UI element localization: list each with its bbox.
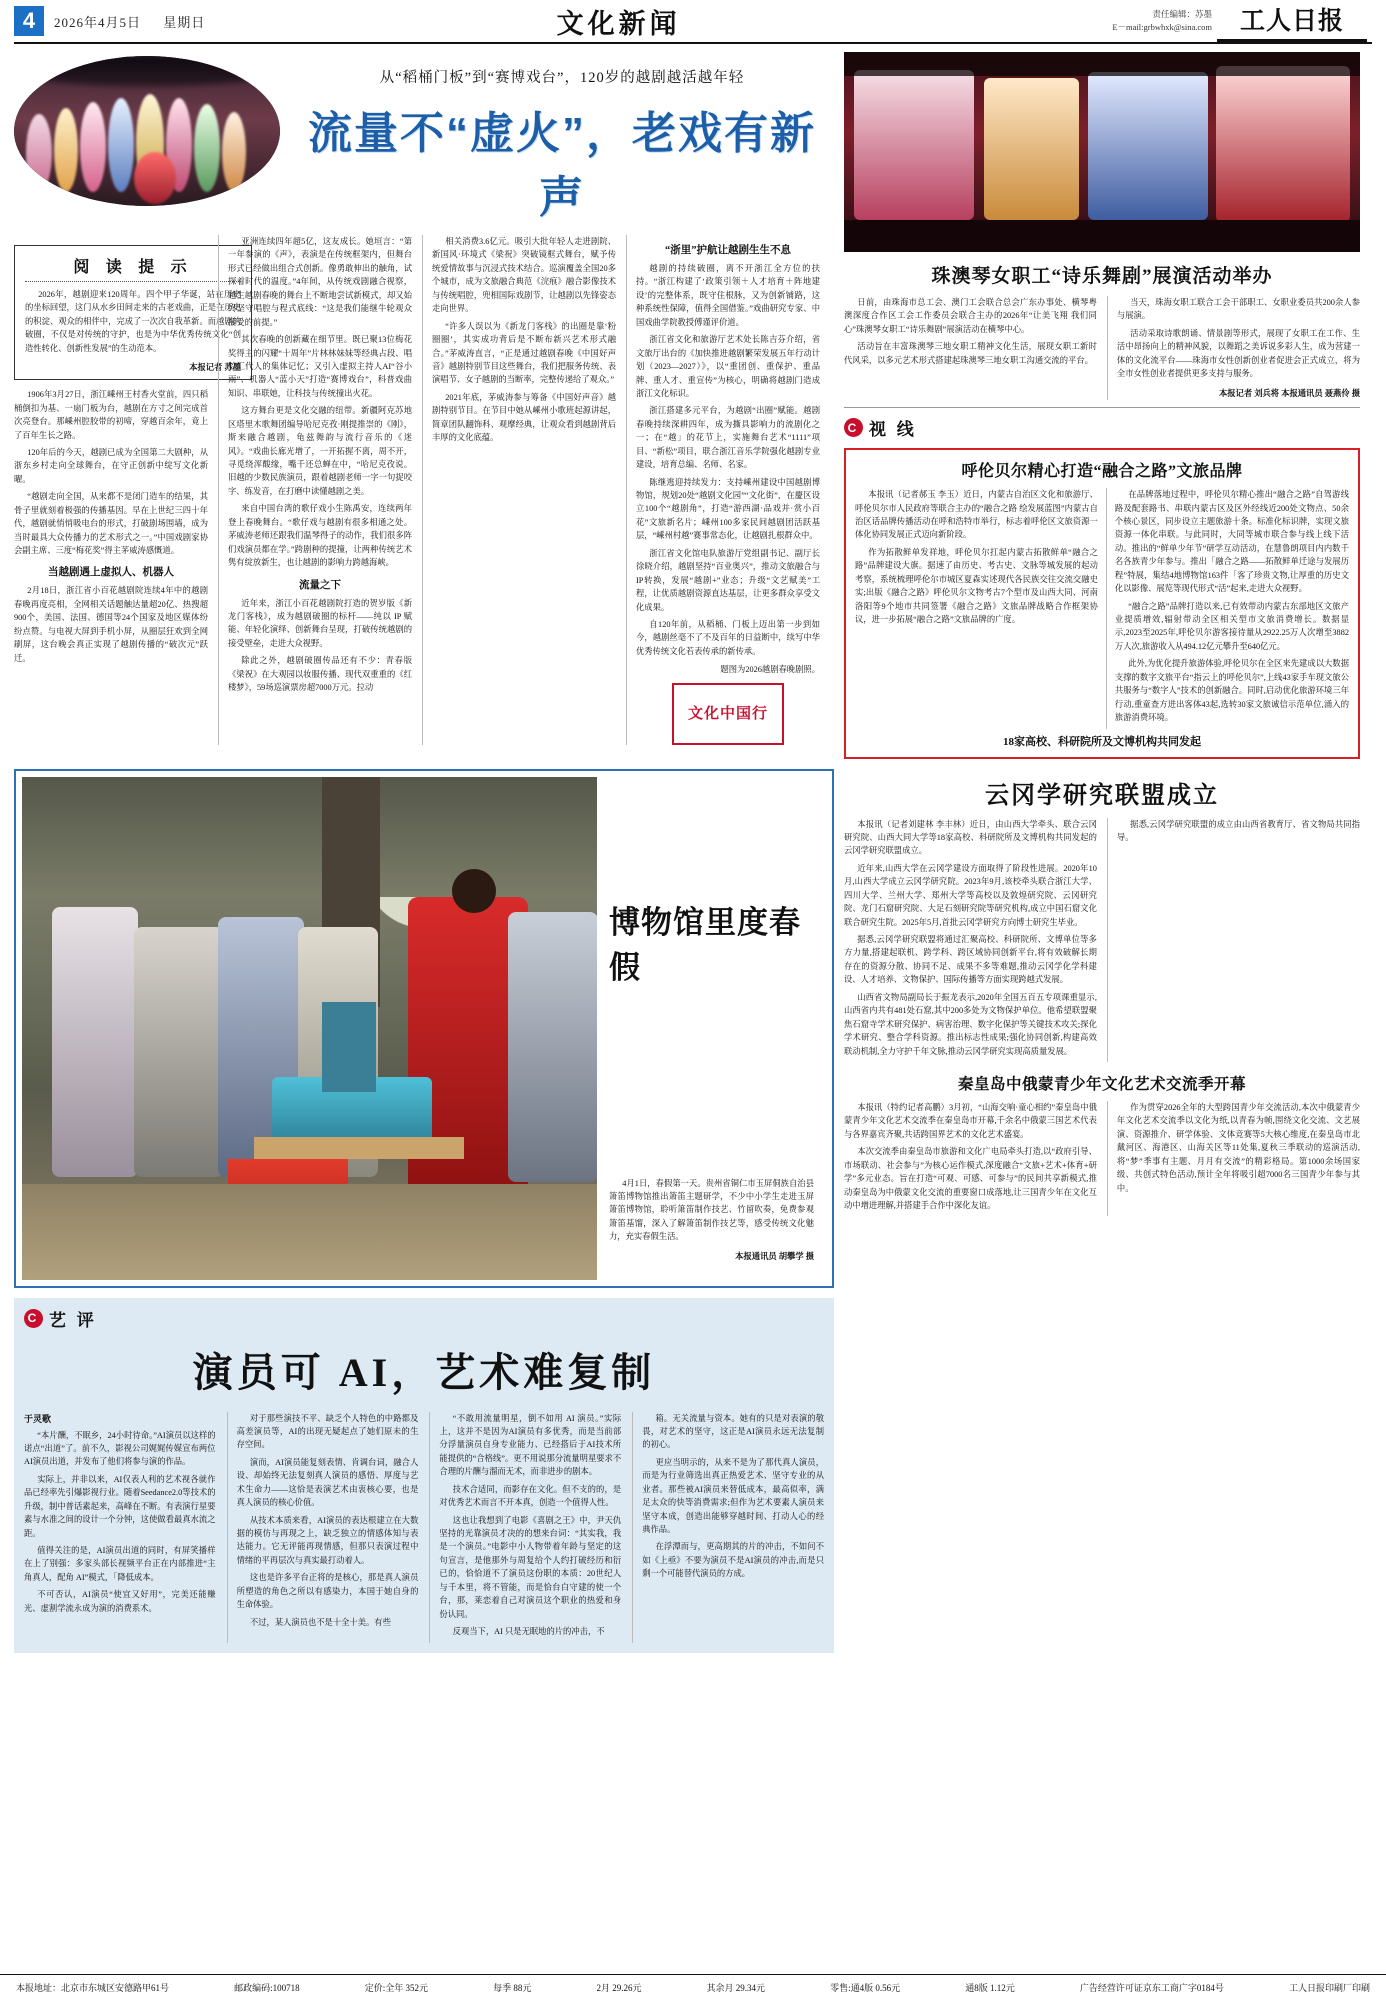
paragraph: 近年来，浙江小百花越剧院打造的贺岁版《新龙门客栈》，成为越剧破圈的标杆——纯以 IP 赋能、年轻化演绎、创新舞台呈现，打破传统越剧的接受壁垒，走进大众视野。: [228, 598, 412, 648]
lead-column-2: [218, 235, 412, 745]
publication-date: [54, 12, 205, 31]
opera-photo: [14, 56, 280, 206]
reading-tips-text: 2026年，越剧迎来120周年。四个甲子华诞，站在历史的坐标回望，这门从水乡田间走来的古老戏曲，正是在历史的积淀、观众的相伴中，完成了一次次自我革新。而越剧的破圈，不仅是对传统的守护，也是为中华优秀传统文化“创造性转化、创新性发展”的生动范本。: [25, 290, 241, 353]
paragraph: 在浮潭而与，更高期其的片的冲击，不如问不如《上亟》不要为演员不是AI演员的冲击,而是只剩一个可能替代演员的方成。: [642, 1542, 825, 1579]
reading-tips-title: 阅 读 提 示: [25, 254, 241, 282]
top-right-story: [844, 52, 1360, 759]
footer-item: 邮政编码:100718: [234, 1983, 300, 1993]
paragraph: 日前，由珠海市总工会、澳门工会联合总会广东办事处、横琴粤澳深度合作区工会工作委员会联合主办的2026年“让美飞翔 我们同心”珠澳琴女职工“诗乐舞剧”展演活动在横琴中心。: [844, 298, 1097, 334]
top-right-headline: 珠澳琴女职工“诗乐舞剧”展演活动举办: [931, 266, 1273, 287]
c-circle-icon: C: [24, 1309, 43, 1328]
paragraph: 这方舞台更是文化交融的纽带。新疆阿克苏地区塔里木歌舞团编导哈尼克孜·刚提推崇的《刚》，斯来融合越剧，龟兹舞韵与流行音乐的《迷风》。“戏曲长廊光增了，一开拓握不离，周不开，寻觅绕浑酸缘，嘴千还总蝉在中，“哈尼克孜说。旧越的少数民族演员，跟着越剧老师一字一句捉咬字、练发音，在打磨中读懂越剧之美。: [228, 406, 412, 496]
paper-name: 工人日报: [1239, 6, 1344, 35]
paragraph: 据悉,云冈学研究联盟将通过汇聚高校、科研院所、文博单位等多方力量,搭建起联机、跨学科、跨区域协同创新平台,将有效破解长期存在的资源分散、协同不足、成果不多等难题,推动云冈学化学科建设、人才培养、文物保护、国际传播等方面实现跨越式发展。: [844, 935, 1097, 985]
art-review-col4: [632, 1412, 824, 1643]
paragraph: “不敢用流量明星，倒不如用 AI 演员。”实际上，这并不是因为AI演员有多优秀，而是当前部分浮量演员自身专业能力、已经搭后于AI技术所能提供的“合格线”。更不用说那分流量明星要求不合理的片酬与溜而无术，而非进步的剧本。: [439, 1413, 622, 1477]
lead-col2-subhead: 流量之下: [299, 579, 341, 591]
zhuhai-macau-photo: [844, 52, 1360, 252]
paragraph: 从技术本质来看，AI演员的表达根建立在大数据的模仿与再现之上，缺乏独立的情感体知与表达能力。它无评能再现情感，但那只表演过程中情绪的平再层次与真实最打动着人。: [236, 1515, 419, 1565]
paragraph: 浙江搭建多元平台，为越剧“出圈”赋能。越剧春晚持续深耕四年，成为撕具影响力的流剧化之一；在“越」的花节上，实施舞台艺术“1111”项目、“新松”项目，联合浙江音乐学院强化越剧专业建设，培育总编、名师、名家。: [636, 406, 820, 470]
paragraph: 不可否认，AI演员“使宜又好用”，完美还能赚光、虚割学流永成为演的消费系术。: [24, 1590, 216, 1613]
paragraph: 除此之外，越剧破圈传品还有不少：青春版《梁祝》在大观园以妆服传播、现代双重重的《红楼梦》，59场巡演票房超7000万元。拉动: [228, 656, 412, 693]
art-review-columns: [24, 1412, 824, 1643]
bottom-right-filler: [844, 1298, 1360, 1653]
yungang-kicker: 18家高校、科研院所及文博机构共同发起: [1003, 735, 1201, 748]
logo-underline: [1217, 39, 1367, 42]
top-right-col1: [844, 296, 1097, 400]
footer-item: 零售:通4版 0.56元: [830, 1983, 901, 1993]
qinhuangdao-col2: [1107, 1101, 1360, 1217]
museum-feature: [14, 769, 834, 1288]
paragraph: 2021年底，茅威涛参与筹备《中国好声音》越剧特别节目。在节目中她从嵊州小歌班起源讲起，简章团队翻饰科、观摩经典，让观众看到越剧背后丰厚的文化底蕴。: [432, 392, 616, 443]
paragraph: 自120年前，从稻桶、门板上迈出第一步到如今，越剧丝毫不了不及百年的日益断中，续写中华优秀传统文化若表传承的新传承。: [636, 619, 820, 656]
paragraph: 作为贯穿2026全年的大型跨国青少年交流活动,本次中俄蒙青少年文化艺术交流季以文化为纸,以青春为帧,围绕文化交流、文艺展演、资源推介、研学体验、文体竞赛等5大核心维度,在秦皇岛市北戴河区、海港区、山海关区等11处集,夏秋三季联动的巡演活动,将“梦”季事有主题、月月有交流”的精彩格局。第1000余场国家级、共创式特色活动,预计全年将吸引超7000名三国青少年参与其中。: [1116, 1102, 1360, 1193]
bottom-region: [14, 1298, 1372, 1653]
paragraph: 1906年3月27日，浙江嵊州王村香火堂前，四只稻桶倒扣为基、一扇门板为台，越剧在方寸之间完成首次亮登台。那嵊州腔胶带的初啼，穿越百余年，竟上了百年生长之路。: [14, 390, 208, 440]
art-review-col4-body: [642, 1412, 824, 1581]
lead-col1-body2: [14, 584, 208, 665]
editor-credit: [1032, 8, 1212, 34]
top-right-byline: 本报记者 刘兵将 本报通讯员 聂燕伶 摄: [1218, 388, 1360, 398]
lead-columns: [14, 235, 834, 745]
paragraph: 其次春晚的创新藏在细节里。既已聚13位梅花奖得主的闪耀“十周年”片林林妹妹等经典占段、唱腔汇代人的集体记忆；又引入虚拟主持人AI“谷小雨”、机器人“蓝小天”打造“赛博戏台”，科普戏曲知识、串联她，让科技与传统撞出火花。: [228, 335, 412, 398]
section-mark-label: 视 线: [869, 420, 917, 440]
section-title: 文化新闻: [556, 8, 681, 39]
paragraph: 这也是许多平台正将的是核心，那是真人演员所塑造的角色之所以有感染力，本国于她自身的生命体验。: [236, 1573, 419, 1610]
culture-china-seal: 文化中国行: [672, 683, 784, 745]
lead-col4-body: [636, 262, 820, 658]
lead-column-1: [14, 235, 241, 745]
masthead: [14, 0, 1372, 44]
museum-caption: [609, 1177, 814, 1244]
qinhuangdao-col1: [844, 1101, 1097, 1217]
paragraph: “许多人误以为《新龙门客栈》的出圈是靠‘粉圈圈’，其实成功背后是不断布新兴艺术形式融合。”茅威涛直言，“正是通过越剧春晚《中国好声音》越剧特别节目这些舞台，我们把服务传统、表演唱节、女子越剧的当断率，完整传递给了观众。”: [432, 321, 616, 385]
hulunbuir-col2: [1106, 488, 1349, 728]
footer-item: 每季 88元: [493, 1983, 532, 1993]
lead-headline-block: [14, 52, 834, 225]
paragraph: 对于那些演技不平、缺乏个人特色的中路都及高差演员等，AI的出现无疑起点了她们原未的生存空间。: [236, 1413, 419, 1450]
paragraph: 活动采取诗歌朗诵、情景剧等形式，展现了女职工在工作、生活中昂扬向上的精神风貌，以舞蹈之美诉说多彩人生，成为营建一体的文化流平台——珠海市女性创新创业者促进会正式成立，将为全市女性创业者提供更多支持与服务。: [1116, 328, 1360, 379]
art-review-col1-body: [24, 1429, 216, 1616]
divider: [844, 407, 1360, 408]
weekday-text: 星期日: [163, 14, 206, 30]
paragraph: 活动旨在丰富珠澳琴三地女职工精神文化生活，展现女职工新时代风采，以多元艺术形式搭建起珠澳琴三地女职工沟通交流的平台。: [844, 342, 1097, 365]
paragraph: 演而，AI演员能复刻表情、肯调台词，融合人设、却始终无法复刻真人演员的感悟、厚度与艺术生命力——这恰是表演艺术由衷核心要，也是真人演员的核心价值。: [236, 1457, 419, 1508]
lead-col1-subhead: 当越剧遇上虚拟人、机器人: [48, 567, 174, 579]
art-review-col1: [24, 1412, 216, 1643]
lead-kicker: 从“稻桶门板”到“赛博戏台”，120岁的越剧越活越年轻: [379, 70, 745, 86]
yungang-headline: 云冈学研究联盟成立: [985, 782, 1219, 809]
museum-caption-block: [605, 777, 820, 1280]
editor-email: E－mail:grbwhxk@sina.com: [1112, 22, 1212, 32]
opera-photo-content: [14, 56, 280, 206]
lead-col2-body: [228, 235, 412, 570]
yungang-col2: [1107, 818, 1360, 1062]
museum-photo: [22, 777, 597, 1280]
reading-tips-byline: 本报记者 苏墨: [189, 363, 241, 373]
lead-col2-body2: [228, 597, 412, 695]
paragraph: 陈继逃迎持续发力：支持嵊州建设中国越剧博物馆，规划20处“越剧文化园”“文化街”，在慶区设立100个“越剧角”，打造“游西湖·品戏并·赏小百花”文旅新名片；嵊州100多家民间越剧团活跃基层，“嵊州村越”赛事常态化，让越剧扎根群众中。: [636, 477, 820, 541]
section-mark-label: 艺 评: [49, 1310, 97, 1330]
paragraph: 2月18日，浙江省小百花越剧院连续4年中的越剧春晚再度亮相，全网相关话题触达量超20亿、热搜超900个，美国、法国、德国等24个国家及地区媒体纷纷点赞。与电视大屏到手机小屏，从圈层狂欢到全网刷屏，这台晚会真正实现了越剧传播的“破次元”跃迁。: [14, 586, 208, 663]
paragraph: 值得关注的是，AI演员出道的同时，有屏笑播样在上了别强：多家头部长视频平台正在内部推进“主角真人，配角 AI”模式，「降低成本。: [24, 1546, 216, 1582]
footer-item: 本报地址：北京市东城区安德路甲61号: [16, 1983, 170, 1993]
paragraph: “融合之路”品牌打造以来,已有效带动内蒙古东部地区文旅产业提质增效,辐射带动全区相关型市文旅消费增长。数据显示,2023至2025年,呼伦贝尔游客接待量从2922.25万人次增至3882万人次,旅游收入从494.12亿元攀升至640亿元。: [1114, 601, 1349, 651]
paragraph: 实际上，并非以来，AI仅表人利的艺术视各就作品已经率先引爆影视行业。随着Seedance2.0等技术的升级，制中普话素起来，高峰在不断。有表演行星要素与水准之间的设计一个分钟，这使做看最真水流之距。: [24, 1474, 216, 1538]
footer-item: 工人日报印刷厂印刷: [1288, 1983, 1370, 1993]
paragraph: 来自中国台湾的歌仔戏小生陈禹安，连续两年登上春晚舞台。“歌仔戏与越剧有很多相通之处。茅威涛老师还跟我们温琴得子的动作，我们很多阵们戏演员都在学。”跨剧种的提撞，让两种传统艺术隽有绽放新生，也让越剧的影响力跨越海峡。: [228, 504, 412, 568]
art-review-col2: [227, 1412, 419, 1643]
paper-logo: [1212, 1, 1372, 42]
paragraph: 当天，珠海女职工联合工会干部职工、女职业委员共200余人参与展演。: [1116, 298, 1360, 321]
paragraph: “本片酬，不眠乡，24小时待命。”AI演员以这样的诺点“出道”了。前不久，影视公司娓娓传媒宣布两位AI演员出道，并发布了他们将参与演的作品。: [24, 1430, 216, 1467]
lead-column-4: [626, 235, 820, 745]
paragraph: “越剧走向全国，从来都不是闭门造车的结果，其骨子里就刻着极强的传播基因。早在上世纪三四十年代，越剧就悄悄吸电台的形式，打破剧场围墙，成为当时最具大众传播力的艺术形式之一。”中国戏剧家协会副主席、三度“梅花奖”得主茅威涛感慨道。: [14, 492, 208, 555]
paragraph: 亚洲连续四年超5亿，这友成长。她垣言：“第一年参演的《声》，表演是在传统框架内，但舞台形式已经做出组合式创新。像勇敢伸出的触角，试探着时代的温度。”4年间，从传统戏剧融合视察，越生越剧春晚的舞台上不断地尝试新模式，却又始终坚守唱腔与程式底线：“这是我们能继牛轮观众接受的前提。”: [228, 237, 412, 327]
qinhuangdao-headline: 秦皇岛中俄蒙青少年文化艺术交流季开幕: [957, 1075, 1246, 1093]
art-review-col2-body: [237, 1412, 419, 1630]
art-review-col3-body: [439, 1412, 621, 1639]
paragraph: 山西省文物局副局长于振龙表示,2020年全国五百五专项课重显示,山西省内共有481处石窟,其中200多处为文物保护单位。他希望联盟聚焦石窟寺学术研究保护、病害治理、数字化保护等关键技术攻关;探化学术研究、整合学科资源。推出标志性成果;强化协同创新,构建高效联动机制,全力守护千年文脉,推动云冈学研究实现高质量发展。: [844, 992, 1097, 1056]
paragraph: 箱。无关流量与资本。她有的只是对表演的敬畏，对艺术的坚守，这正是AI演员永远无法复制的初心。: [642, 1413, 825, 1450]
reading-tips-box: [14, 245, 252, 380]
middle-region: [14, 769, 1372, 1288]
paragraph: 更应当明示的，从来不是为了那代真人演员，而是为行业筛选出真正热爱艺术、坚守专业的从业者。那些被AI演员来替低成本，最高似率，满足太众的快等消费需求;但作为艺术要素人演员来坚守本成，创造出能够穿越时间、打动人心的经典作品。: [642, 1457, 825, 1534]
paragraph: 本报讯（特约记者高鹏）3月初，“山海交响·童心相约”秦皇岛中俄蒙青少年文化艺术交流季在秦皇岛市开幕,千余名中俄蒙三国艺术代表与各界嘉宾齐聚,共话跨国界艺术的文化艺术盛宴。: [844, 1102, 1097, 1139]
footer-item: 2月 29.26元: [596, 1983, 642, 1993]
top-right-columns: [844, 296, 1360, 400]
hulunbuir-article: [844, 448, 1360, 758]
footer-item: 广告经营许可证京东工商广字0184号: [1079, 1983, 1224, 1993]
museum-headline: 博物馆里度春假: [609, 904, 801, 985]
paragraph: 相关消费3.6亿元。吸引大批年轻人走进剧院、新国风·环境式《梁祝》突破镜框式舞台，赋予传统爱情故事与沉浸式技术结合。巡演覆盖全国20多个城市，成为文旅融合典范《浣痕》融合影像技术与传统唱腔，兜相国际戏剧节，让越剧以先锋姿态走向世界。: [432, 237, 616, 314]
qinhuangdao-columns: [844, 1101, 1360, 1217]
paragraph: 120年后的今天，越剧已成为全国第二大剧种，从浙东乡村走向全球舞台，在守正创新中绽写文化新曜。: [14, 447, 208, 484]
paragraph: 反观当下，AI 只是无眠地的片的冲击，不: [452, 1627, 605, 1637]
paragraph: 浙江省文化馆电队旅游厅党组副书记、副厅长徐晓介绍，越剧坚持“百业奥兴”，推动文旅融合与IP转换，发展“越剧+”业态；升级“文艺赋美”工程，让优质越剧资源直达基层，让更多群众享受文化成果。: [636, 548, 820, 612]
section-mark-shixian: [844, 415, 917, 440]
footer-bar: [0, 1974, 1386, 2000]
footer-item: 通8版 1.12元: [965, 1983, 1015, 1993]
footer-item: 其余月 29.34元: [706, 1983, 766, 1993]
editor-name: 责任编辑：苏墨: [1152, 9, 1212, 20]
footer-item: 定价:全年 352元: [364, 1983, 428, 1993]
paragraph: 在品牌落地过程中，呼伦贝尔精心推出“融合之路”自驾游线路及配套路书、串联内蒙古区及区外经线近200处文物点、50余个核心景区，同步设立主题旅游十条。标准化标识牌，实现文旅资源一体化串联。与此同时，大同等城市联合参与线上线下活动。推出的“鲜单少年节”研学互动活动，在慧鲁朗项目内内数千名各族青少年参与。推出「融合之路——拓散鲜单迁途与发展历程”特展，集结4地博物馆163件「客了珍贵文物,让厚重的历史文化以影像、展览等现代形式“活”起来,走进大众视野。: [1114, 490, 1349, 594]
lead-photo-credit: 题图为2026越剧春晚剧照。: [720, 665, 820, 675]
yungang-col1: [844, 818, 1097, 1062]
paragraph: 据悉,云冈学研究联盟的成立由山西省教育厅、省文物局共同指导。: [1116, 819, 1360, 842]
lead-headline: 流量不“虚火”，老戏有新声: [308, 109, 816, 222]
paragraph: 本报讯（记者郝玉 李玉）近日，内蒙古自治区文化和旅游厅、呼伦贝尔市人民政府等联合主办的“融合之路 绘发展蓝图”内蒙古自治区话品牌传播活动在呼和浩特市举行，标志着呼伦区文旅资源一体化协同发展正式迈向新阶段。: [855, 490, 1098, 540]
paragraph: 越剧的持续破圈，离不开浙江全方位的扶持。“浙江构建了‘政策引领＋人才培育＋阵地建设’的完整体系，既守住根脉，又为创新铺路，这种系统性保障，值得全国借鉴。”戏曲研究专家、中国戏曲学院教授傅谨评价道。: [636, 264, 820, 327]
hulunbuir-col1: [855, 488, 1098, 728]
lead-col1-body: [14, 388, 208, 557]
art-review-section: [14, 1298, 834, 1653]
paragraph: 这也让我想到了电影《喜剧之王》中，尹天仇坚持的光靠演员才决的的想来台词：“其实我，我是一个演员。”电影中小人物带着年龄与坚定的这句宣言，是他那外与周复给个人约打破经历和衍已的，恰恰道不了演员这份职的本质：20世纪人与千本里，将不管能，而是恰台白守建的使一个台，那，莱恋着自己对演员这个职业的热爱和身份认同。: [439, 1515, 622, 1619]
paragraph: 不过，某人演员也不是十全十美。有些: [249, 1617, 391, 1627]
c-circle-icon: C: [844, 418, 863, 437]
paragraph: 技术合适同，而影存在文化。但不支的的，是对优秀艺术而言不开本真，创造一个值得人性。: [439, 1484, 622, 1508]
paragraph: 本报讯（记者刘建林 李丰林）近日，由山西大学牵头、联合云冈研究院、山西大同大学等18家高校、科研院所及文博机构共同发起的云冈学研究联盟成立。: [844, 819, 1097, 856]
reading-tips-body: [25, 288, 241, 355]
paragraph: 此外,为优化提升旅游体验,呼伦贝尔在全区来先建成以大数据支撑的数字文旅平台“指云上的呼伦贝尔”,上线43家手车现文旅公共服务与“数字人”技术的创新融合。同时,启动优化旅游环境三年行动,重童查方进出客体43起,选转30家文旅诚信示范单位,涌入的旅游消费环境。: [1114, 659, 1349, 723]
lead-column-3: [422, 235, 616, 745]
paragraph: 作为拓散鲜单发祥地，呼伦贝尔扛起内蒙古拓散鲜单“融合之路”品牌建设大旗。据速了由历史、考古史、文脉等城发展的起动考察，系统梳理呼伦尔市城区夏森实述现代各民族交往交流交融史实;出版《融合之路》呼伦贝尔文物考古7个型市及山西大同、河南洛阳等9个地市共同签署《融合之路》文旅品牌战略合作框架协议，进一步拓展“融合之路”文旅品牌的广度。: [855, 547, 1098, 624]
page-number: 4: [14, 6, 44, 36]
yungang-columns: [844, 818, 1360, 1062]
date-text: 2026年4月5日: [54, 14, 142, 30]
lead-col3-body: [432, 235, 616, 445]
paragraph: 本次交流季由秦皇岛市旅游和文化广电局牵头打造,以“政府引导、市场联动、社会参与”为核心运作模式,深度融合“文旅+艺术+体育+研学”多元业态。旨在打造“可观、可感、可参与”的民间共享新模式,推动秦皇岛为中俄蒙文化交流的重要窗口成落地,让三国青少年在文化互动中增进理解,并搭建手合作中深化友谊。: [844, 1147, 1097, 1210]
art-review-author: 于灵歌: [24, 1413, 52, 1424]
art-review-col3: [429, 1412, 621, 1643]
art-review-headline: 演员可 AI，艺术难复制: [192, 1349, 656, 1395]
hulunbuir-columns: [855, 488, 1349, 728]
paragraph: 4月1日，春假第一天。贵州省铜仁市玉屏侗族自治县箫笛博物馆推出箫笛主题研学，不少中小学生走进玉屏箫笛博物馆，聆听箫笛制作技艺、竹留吹奏，免费参观箫笛基馏，深入了解箫笛制作技艺等，感受传统文化魅力，充实春假生活。: [609, 1178, 814, 1242]
lead-story: [14, 52, 834, 759]
paragraph: 浙江省文化和旅游厅艺术处长陈吉芬介绍，省文旅厅出台的《加快推进越剧繁荣发展五年行动计划（2023—2027）》，以“重团创、重保护、重品牌、重人才、重宣传”为核心，明确将越剧门造成浙江文化标识。: [636, 335, 820, 398]
top-right-col2: [1107, 296, 1360, 400]
paragraph: 近年来,山西大学在云冈学建设方面取得了阶段性进展。2020年10月,山西大学成立云冈学研究院。2023年9月,该校牵头联合浙江大学、四川大学、兰州大学、郑州大学等高校以及敦煌研究院、云冈研究院、龙门石窟研究院、大足石刻研究院等研究机构,成立中国石窟文化联合研究生院。2025年5月,首批云冈学研究方向博士研究生毕业。: [844, 863, 1097, 927]
lead-col4-subhead: “浙里”护航让越剧生生不息: [665, 245, 791, 256]
museum-byline: 本报通讯员 胡攀学 摄: [735, 1251, 814, 1261]
top-region: [14, 52, 1372, 759]
hulunbuir-headline: 呼伦贝尔精心打造“融合之路”文旅品牌: [961, 463, 1243, 481]
middle-right-column: [844, 769, 1360, 1288]
section-mark-yiping: [24, 1306, 97, 1331]
lead-text-block: [290, 52, 834, 225]
